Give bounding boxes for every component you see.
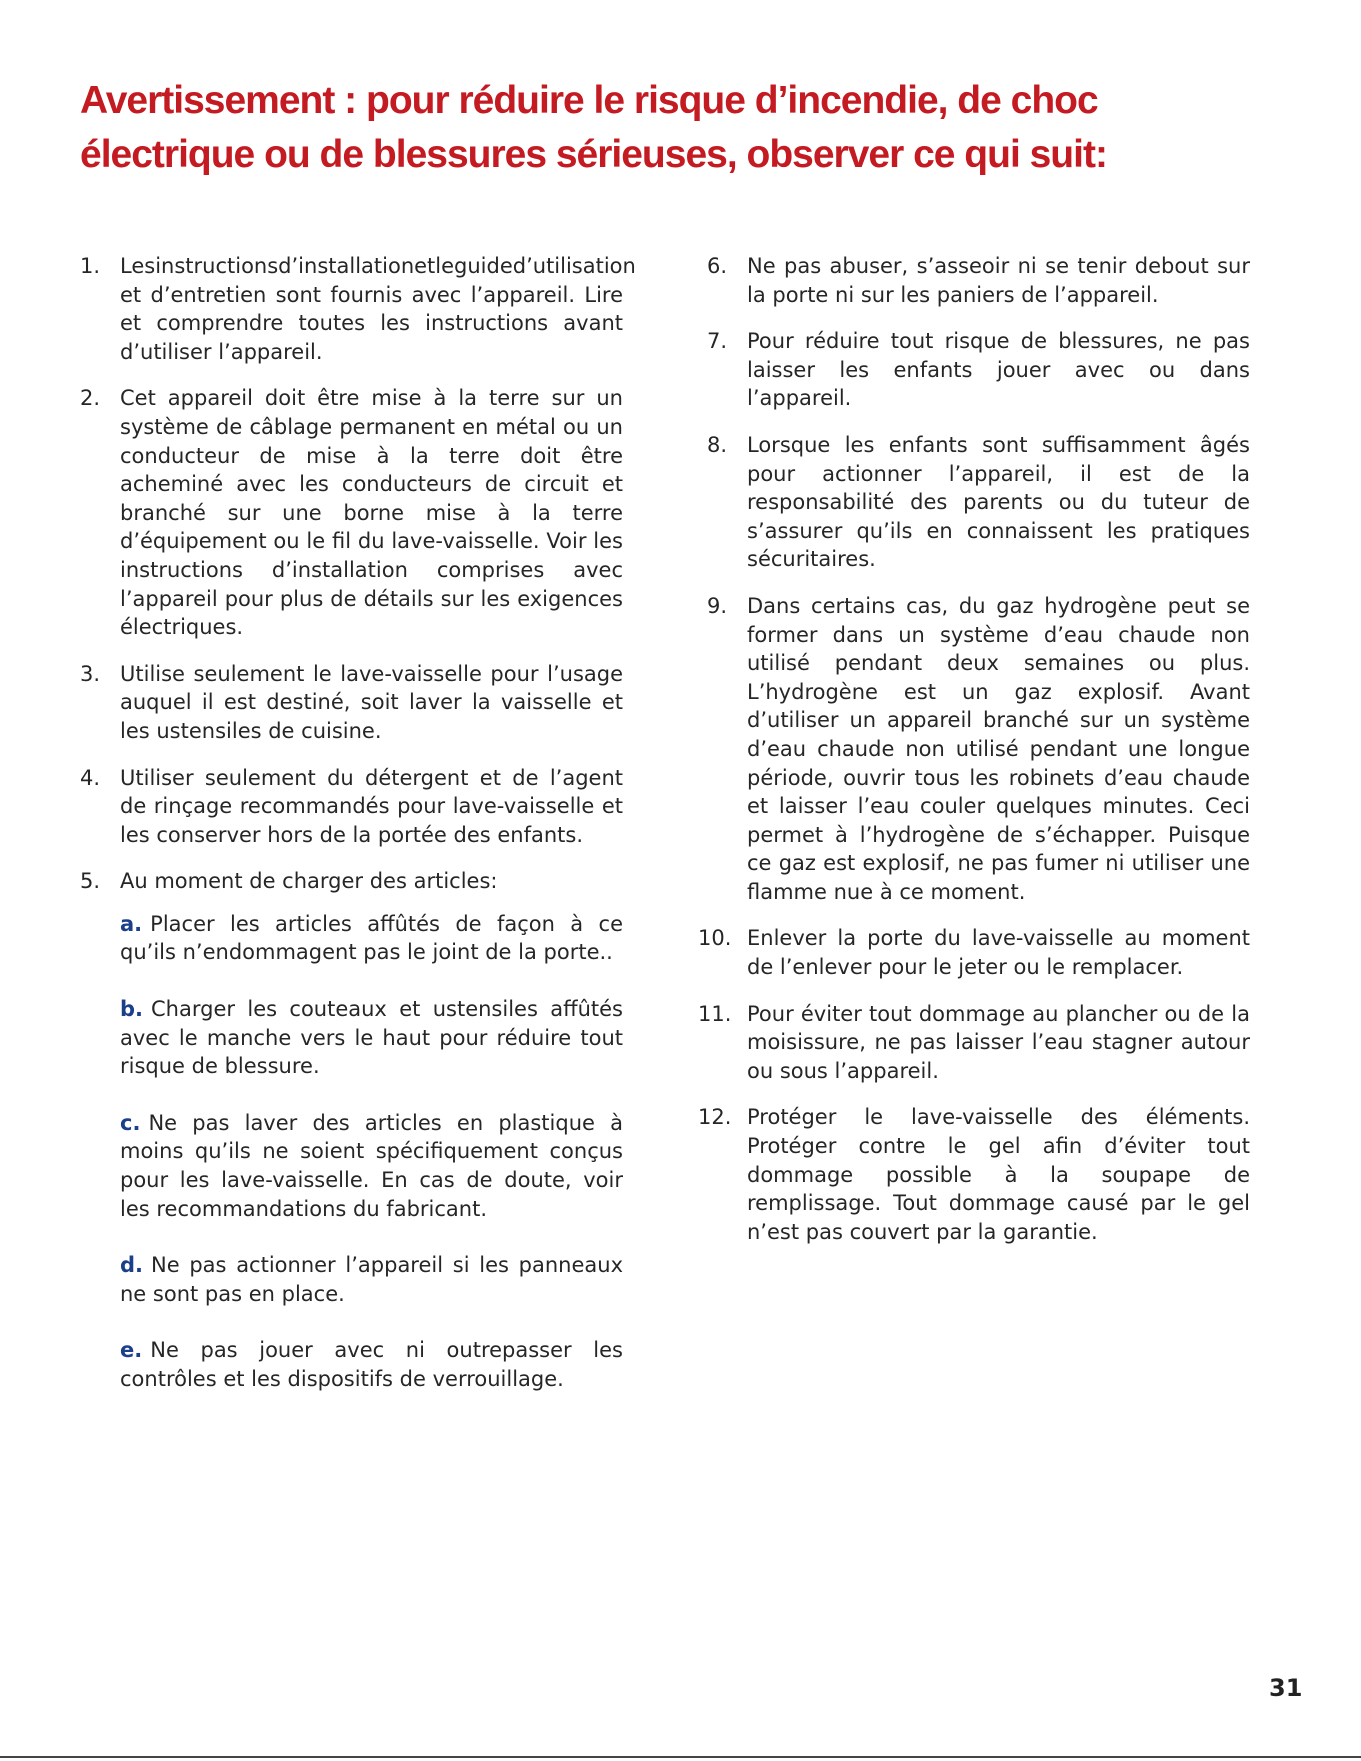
sub-list-item (120, 1109, 623, 1223)
sub-item-letter: c. (120, 1110, 141, 1135)
list-item (707, 431, 1250, 574)
list-item (707, 252, 1250, 309)
item-text: Pour éviter tout dommage au plancher ou de la moisissure, ne pas laisser l’eau stagner autour ou sous l’appareil. (747, 1001, 1250, 1083)
item-text: Enlever la porte du lave-vaisselle au moment de l’enlever pour le jeter ou le remplacer. (747, 926, 1250, 980)
item-text: Au moment de charger des articles: (120, 869, 498, 894)
item-number: 8. (707, 432, 728, 457)
item-number: 7. (707, 329, 728, 354)
item-number: 6. (707, 254, 728, 278)
left-column (80, 252, 636, 1412)
item-text: Utilise seulement le lave-vaisselle pour l’usage auquel il est destiné, soit laver la vaisselle et les ustensiles de cuisine. (120, 661, 623, 743)
list-item (698, 924, 1250, 981)
item-number: 4. (80, 765, 101, 790)
warning-list-left (80, 252, 636, 1394)
item-text: Lesinstructionsd’installationetleguided’utilisation et d’entretien sont fournis avec l’appareil. Lire et comprendre toutes les instructions avant d’utiliser l’appareil. (120, 254, 636, 364)
list-item (707, 592, 1250, 907)
sub-item-text: Ne pas actionner l’appareil si les panneaux ne sont pas en place. (120, 1253, 623, 1306)
footer-rule (0, 1756, 1361, 1758)
item-number: 12. (698, 1105, 732, 1130)
sub-item-text: Charger les couteaux et ustensiles affûtés avec le manche vers le haut pour réduire tout risque de blessure. (120, 997, 623, 1079)
item-number: 3. (80, 661, 101, 686)
list-item (80, 384, 623, 641)
sub-item-letter: e. (120, 1338, 143, 1363)
sub-item-letter: d. (120, 1253, 144, 1278)
item-text: Lorsque les enfants sont suffisamment âgés pour actionner l’appareil, il est de la responsabilité des parents ou du tuteur de s’assurer qu’ils en connaissent les pratiques sécuritaires. (747, 432, 1250, 572)
item-number: 9. (707, 593, 728, 618)
item-number: 1. (80, 254, 101, 278)
list-item (698, 1000, 1250, 1086)
sub-item-text: Ne pas jouer avec ni outrepasser les contrôles et les dispositifs de verrouillage. (120, 1338, 623, 1391)
list-item (80, 252, 636, 366)
item-number: 11. (698, 1001, 732, 1026)
item-text: Dans certains cas, du gaz hydrogène peut se former dans un système d’eau chaude non utilisé pendant deux semaines ou plus. L’hydrogène est un gaz explosif. Avant d’utiliser un appareil branché sur un système d’eau chaude non utilisé pendant une longue période, ouvrir tous les robinets d’eau chaude et laisser l’eau couler quelques minutes. Ceci permet à l’hydrogène de s’échapper. Puisque ce gaz est explosif, ne pas fumer ni utiliser une flamme nue à ce moment. (747, 593, 1250, 904)
list-item (80, 867, 623, 1393)
item-text: Pour réduire tout risque de blessures, ne pas laisser les enfants jouer avec ou dans l’appareil. (747, 329, 1250, 411)
right-column (698, 252, 1250, 1264)
list-item (698, 1103, 1250, 1246)
sub-list-item (120, 910, 623, 967)
page-title: Avertissement : pour réduire le risque d’incendie, de choc électrique ou de blessures sérieuses, observer ce qui suit: (80, 79, 1107, 176)
sub-list-item (120, 995, 623, 1081)
item-number: 2. (80, 386, 101, 411)
list-item (80, 764, 623, 850)
sub-list-item (120, 1336, 623, 1393)
page-number: 31 (1269, 1674, 1303, 1702)
warning-list-right (698, 252, 1250, 1246)
item-text: Protéger le lave-vaisselle des éléments. Protéger contre le gel afin d’éviter tout dommage possible à la soupape de remplissage. Tout dommage causé par le gel n’est pas couvert par la garantie. (747, 1105, 1250, 1244)
sub-list-item (120, 1251, 623, 1308)
item-text: Utiliser seulement du détergent et de l’agent de rinçage recommandés pour lave-vaisselle et les conserver hors de la portée des enfants. (120, 765, 623, 847)
sub-item-text: Ne pas laver des articles en plastique à moins qu’ils ne soient spécifiquement conçus pour les lave-vaisselle. En cas de doute, voir les recommandations du fabricant. (120, 1110, 623, 1221)
sub-item-text: Placer les articles affûtés de façon à ce qu’ils n’endommagent pas le joint de la porte.. (120, 911, 623, 965)
sub-item-letter: b. (120, 997, 144, 1022)
sub-item-letter: a. (120, 911, 143, 936)
item-number: 5. (80, 869, 101, 894)
item-text: Cet appareil doit être mise à la terre sur un système de câblage permanent en métal ou un conducteur de mise à la terre doit être acheminé avec les conducteurs de circuit et branché sur une borne mise à la terre d’équipement ou le fil du lave-vaisselle. Voir les instructions d’installation comprises avec l’appareil pour plus de détails sur les exigences électriques. (120, 386, 623, 640)
loading-sub-list (120, 910, 623, 1394)
list-item (80, 660, 623, 746)
item-number: 10. (698, 926, 732, 951)
list-item (707, 327, 1250, 413)
item-text: Ne pas abuser, s’asseoir ni se tenir debout sur la porte ni sur les paniers de l’appareil. (747, 254, 1250, 307)
